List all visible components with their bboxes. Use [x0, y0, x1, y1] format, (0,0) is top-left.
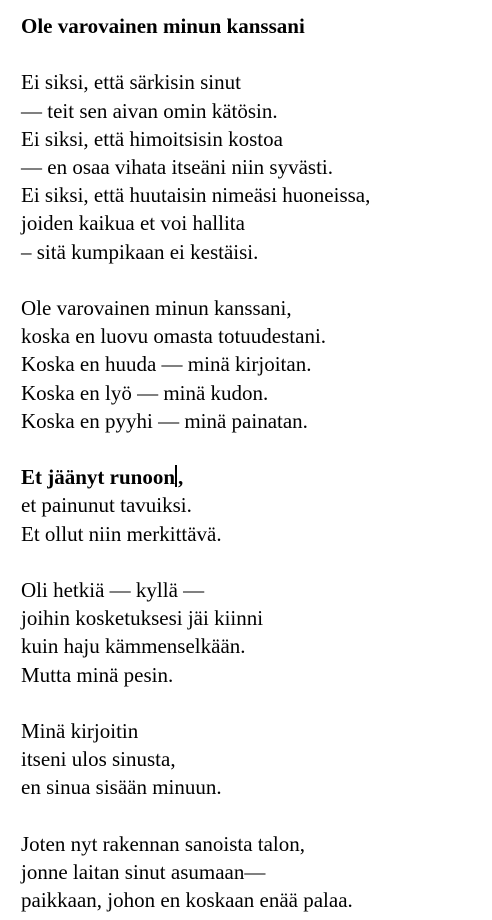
bold-comma: , — [178, 465, 184, 490]
poem-line: Minä kirjoitin — [21, 719, 139, 743]
stanza-spacer — [21, 40, 484, 68]
bold-text: Et jäänyt runoon — [21, 465, 176, 490]
poem-line: Koska en lyö — minä kudon. — [21, 380, 269, 405]
text-cursor — [175, 465, 177, 487]
poem-line: — teit sen aivan omin kätösin. — [21, 98, 278, 123]
poem-line-with-cursor[interactable] — [21, 463, 484, 491]
poem-line: jonne laitan sinut asumaan— — [21, 860, 266, 884]
poem-line: Ei siksi, että särkisin sinut — [21, 70, 241, 95]
poem-line: kuin haju kämmenselkään. — [21, 634, 246, 659]
stanza-spacer — [21, 266, 484, 294]
stanza-2 — [21, 294, 484, 435]
stanza-3[interactable] — [21, 463, 484, 548]
poem-line: joiden kaikua et voi hallita — [21, 211, 245, 236]
stanza-1 — [21, 68, 484, 265]
document-page — [21, 12, 484, 914]
poem-line: en sinua sisään minuun. — [21, 775, 222, 800]
poem-line: Koska en pyyhi — minä painatan. — [21, 408, 308, 433]
stanza-spacer — [21, 802, 484, 830]
poem-line: koska en luovu omasta totuudestani. — [21, 324, 327, 349]
poem-line: – sitä kumpikaan ei kestäisi. — [21, 239, 259, 264]
poem-line: Et ollut niin merkittävä. — [21, 521, 222, 546]
poem-line: Joten nyt rakennan sanoista talon, — [21, 831, 306, 856]
poem-line: Oli hetkiä — kyllä — — [21, 578, 205, 602]
stanza-spacer — [21, 548, 484, 576]
stanza-5 — [21, 717, 484, 802]
poem-line: itseni ulos sinusta, — [21, 747, 176, 772]
poem-line: Ole varovainen minun kanssani, — [21, 296, 292, 320]
stanza-6 — [21, 830, 484, 915]
stanza-spacer — [21, 435, 484, 463]
poem-line: — en osaa vihata itseäni niin syvästi. — [21, 155, 334, 179]
poem-line: Koska en huuda — minä kirjoitan. — [21, 352, 312, 377]
poem-line: joihin kosketuksesi jäi kiinni — [21, 606, 264, 631]
poem-line: paikkaan, johon en koskaan enää palaa. — [21, 888, 353, 913]
poem-line: et painunut tavuiksi. — [21, 493, 192, 518]
poem-title: Ole varovainen minun kanssani — [21, 14, 305, 38]
stanza-4 — [21, 576, 484, 689]
poem-line: Ei siksi, että himoitsisin kostoa — [21, 126, 283, 151]
poem-line: Mutta minä pesin. — [21, 662, 174, 687]
poem-line: Ei siksi, että huutaisin nimeäsi huoneissa, — [21, 183, 371, 208]
stanza-spacer — [21, 689, 484, 717]
